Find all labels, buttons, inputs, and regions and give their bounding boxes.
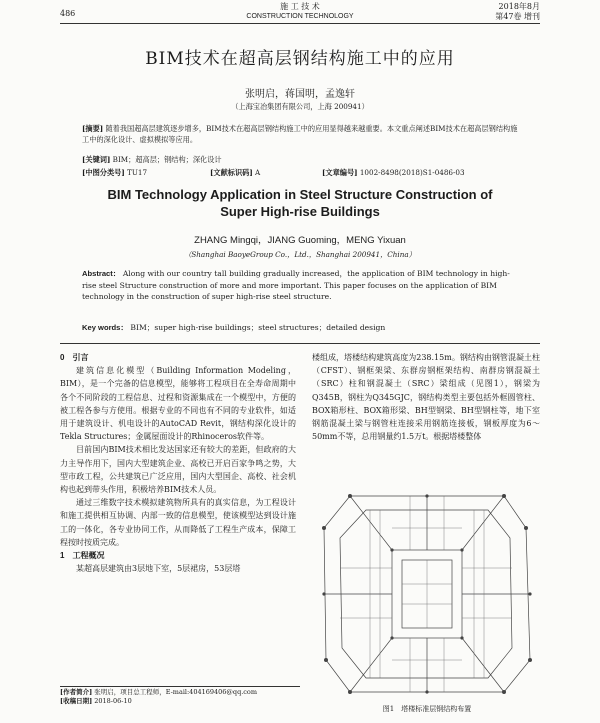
keywords-cn-label: [关键词] <box>82 155 111 164</box>
paragraph: 楼组成，塔楼结构建筑高度为238.15m。钢结构由钢管混凝土柱（CFST）、钢框架梁、东群房钢框架结构、南群房钢混凝土（SRC）柱和钢混凝土（SRC）梁组成（见图1），钢梁为Q345B，钢柱为Q345GJC，钢结构类型主要包括外框圆管柱、BOX箱形柱、BOX箱形梁、BH型钢梁、BH型钢柱等，地下室钢筋混凝土梁与钢管柱连接采用钢筋连接板，钢板厚度为6～50mm不等，总用钢量约1.5万t。根据塔楼整体 <box>312 353 540 442</box>
authors: 张明启，蒋国明，孟逸轩 <box>245 89 355 100</box>
paragraph: 通过三维数字技术模拟建筑物所具有的真实信息，为工程设计和施工提供相互协调、内部一致的信息模型，使该模型达到设计施工的一体化，各专业协同工作，从而降低了工程生产成本，保障工程按时按质完成。 <box>60 498 296 547</box>
figure-1 <box>320 488 534 700</box>
english-title <box>0 186 600 220</box>
journal-name-en: CONSTRUCTION TECHNOLOGY <box>246 13 354 20</box>
left-column <box>60 351 296 575</box>
clc-label: [中图分类号] <box>82 168 125 177</box>
english-title-line1: BIM Technology Application in Steel Structure Construction of <box>107 187 493 202</box>
section-0-title: 0 引言 <box>60 353 89 362</box>
art-label: [文章编号] <box>322 168 358 177</box>
art-value: 1002-8498(2018)S1-0486-03 <box>359 168 465 177</box>
issue-date: 2018年8月 <box>498 2 540 11</box>
abstract-en-text: Along with our country tall building gradually increased，the application of BIM technology in high-rise steel Structure construction of more and more important. This paper focuses on the application of BIM technology in the construction of super high-rise steel structure. <box>82 269 510 301</box>
abstract-cn <box>82 124 520 145</box>
bio-label: [作者简介] <box>60 688 93 696</box>
bio-text: 张明启，项目总工程师，E-mail:404169406@qq.com <box>94 688 258 696</box>
english-title-line2: Super High-rise Buildings <box>220 204 380 219</box>
received-date: 2018-06-10 <box>94 697 132 705</box>
affiliation: （上海宝冶集团有限公司，上海 200941） <box>231 102 369 111</box>
doc-label: [文献标识码] <box>210 168 253 177</box>
doc-code <box>210 168 260 178</box>
keywords-en-label: Key words： <box>82 323 128 332</box>
article-number <box>322 168 465 178</box>
section-1-title: 1 工程概况 <box>60 551 105 561</box>
footnote <box>60 688 300 706</box>
english-affiliation: （Shanghai BaoyeGroup Co.，Ltd.，Shanghai 200941，China） <box>184 250 416 259</box>
clc-value: TU17 <box>127 168 148 177</box>
received-label: [收稿日期] <box>60 697 93 705</box>
abstract-en-label: Abstract： <box>82 269 121 278</box>
figure-caption: 图1 塔楼标准层钢结构布置 <box>382 705 472 713</box>
journal-name-cn: 施 工 技 术 <box>280 2 320 11</box>
header-rule <box>60 23 540 24</box>
keywords-cn-text: BIM；超高层；钢结构；深化设计 <box>112 155 222 164</box>
keywords-en-text: BIM；super high-rise buildings；steel structures；detailed design <box>130 323 386 332</box>
page-number: 486 <box>60 9 76 18</box>
abstract-cn-text: 随着我国超高层建筑逐步增多，BIM技术在超高层钢结构施工中的应用显得越来越重要。本文重点阐述BIM技术在超高层钢结构施工中的深化设计、虚拟模拟等应用。 <box>82 124 518 144</box>
abstract-cn-label: [摘要] <box>82 124 104 133</box>
steel-layout-drawing <box>320 488 534 700</box>
clc-number <box>82 168 147 178</box>
paragraph: 建筑信息化模型（Building Information Modeling，BIM），是一个完备的信息模型，能够将工程项目在全寿命周期中各个不同阶段的工程信息、过程和资源集成在一个模型中，方便的被工程各参与方使用。根据专业的不同也有不同的专业软件，如适用于建筑设计、机电设计的AutoCAD Revit，钢结构深化设计的Tekla Structures；金属屋面设计的Rhinoceros软件等。 <box>60 366 296 442</box>
english-authors: ZHANG Mingqi，JIANG Guoming，MENG Yixuan <box>194 235 406 246</box>
right-column <box>312 351 540 443</box>
paragraph: 目前国内BIM技术相比发达国家还有较大的差距，但政府的大力主导作用下，国内大型建筑企业、高校已开启百家争鸣之势，大型市政工程，公共建筑已广泛应用，国内大型国企、高校、社会机构也起到带头作用，积极培养BIM技术人员。 <box>60 445 296 495</box>
keywords-cn <box>82 155 222 165</box>
footnote-rule <box>60 686 300 687</box>
abstract-rule <box>60 343 540 344</box>
doc-value: A <box>255 168 261 177</box>
paper-title: BIM技术在超高层钢结构施工中的应用 <box>145 49 455 69</box>
abstract-en <box>82 268 522 303</box>
volume-info: 第47卷 增刊 <box>495 12 540 21</box>
keywords-en <box>82 322 522 333</box>
paragraph: 某超高层建筑由3层地下室，5层裙房，53层塔 <box>76 564 241 574</box>
